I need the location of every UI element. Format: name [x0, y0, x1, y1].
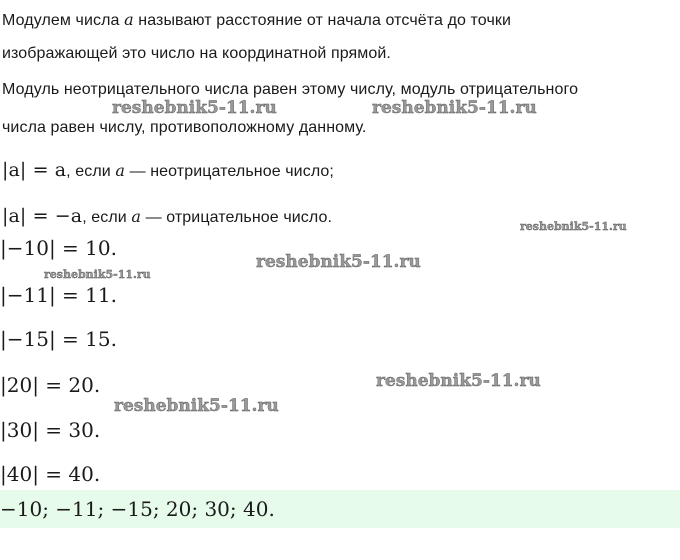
watermark-5: reshebnik5-11.ru	[44, 268, 151, 281]
definition-text-start: Модулем числа	[2, 12, 125, 29]
answer-text: −10; −11; −15; 20; 30; 40.	[0, 497, 275, 521]
rule-formula: |a| = −a	[2, 205, 83, 227]
rule-nonnegative	[2, 160, 334, 182]
rule-variable: a	[131, 207, 142, 226]
example-6: |40| = 40.	[0, 462, 101, 486]
definition-line-1	[2, 10, 511, 31]
definition-line-3: Модуль неотрицательного числа равен этому числу, модуль отрицательного	[2, 81, 579, 98]
example-4: |20| = 20.	[0, 373, 101, 397]
rule-text-end: — отрицательное число.	[141, 209, 333, 226]
rule-text: , если	[82, 209, 132, 226]
watermark-1: reshebnik5-11.ru	[112, 98, 277, 118]
rule-text: , если	[66, 163, 116, 180]
example-1: |−10| = 10.	[0, 236, 117, 260]
definition-text-end: называют расстояние от начала отсчёта до точки	[133, 12, 512, 29]
watermark-7: reshebnik5-11.ru	[114, 396, 279, 416]
answer-box	[0, 490, 680, 528]
example-5: |30| = 30.	[0, 418, 101, 442]
example-3: |−15| = 15.	[0, 327, 117, 351]
definition-line-4: числа равен числу, противоположному данному.	[2, 119, 367, 136]
watermark-6: reshebnik5-11.ru	[376, 371, 541, 391]
rule-variable: a	[115, 161, 126, 180]
example-2: |−11| = 11.	[0, 283, 117, 307]
definition-line-2: изображающей это число на координатной прямой.	[2, 45, 391, 62]
rule-negative	[2, 206, 332, 228]
watermark-3: reshebnik5-11.ru	[520, 220, 627, 233]
rule-text-end: — неотрицательное число;	[125, 163, 334, 180]
watermark-4: reshebnik5-11.ru	[256, 252, 421, 272]
watermark-2: reshebnik5-11.ru	[372, 98, 537, 118]
rule-formula: |a| = a	[2, 159, 67, 181]
variable-a: a	[124, 10, 134, 29]
